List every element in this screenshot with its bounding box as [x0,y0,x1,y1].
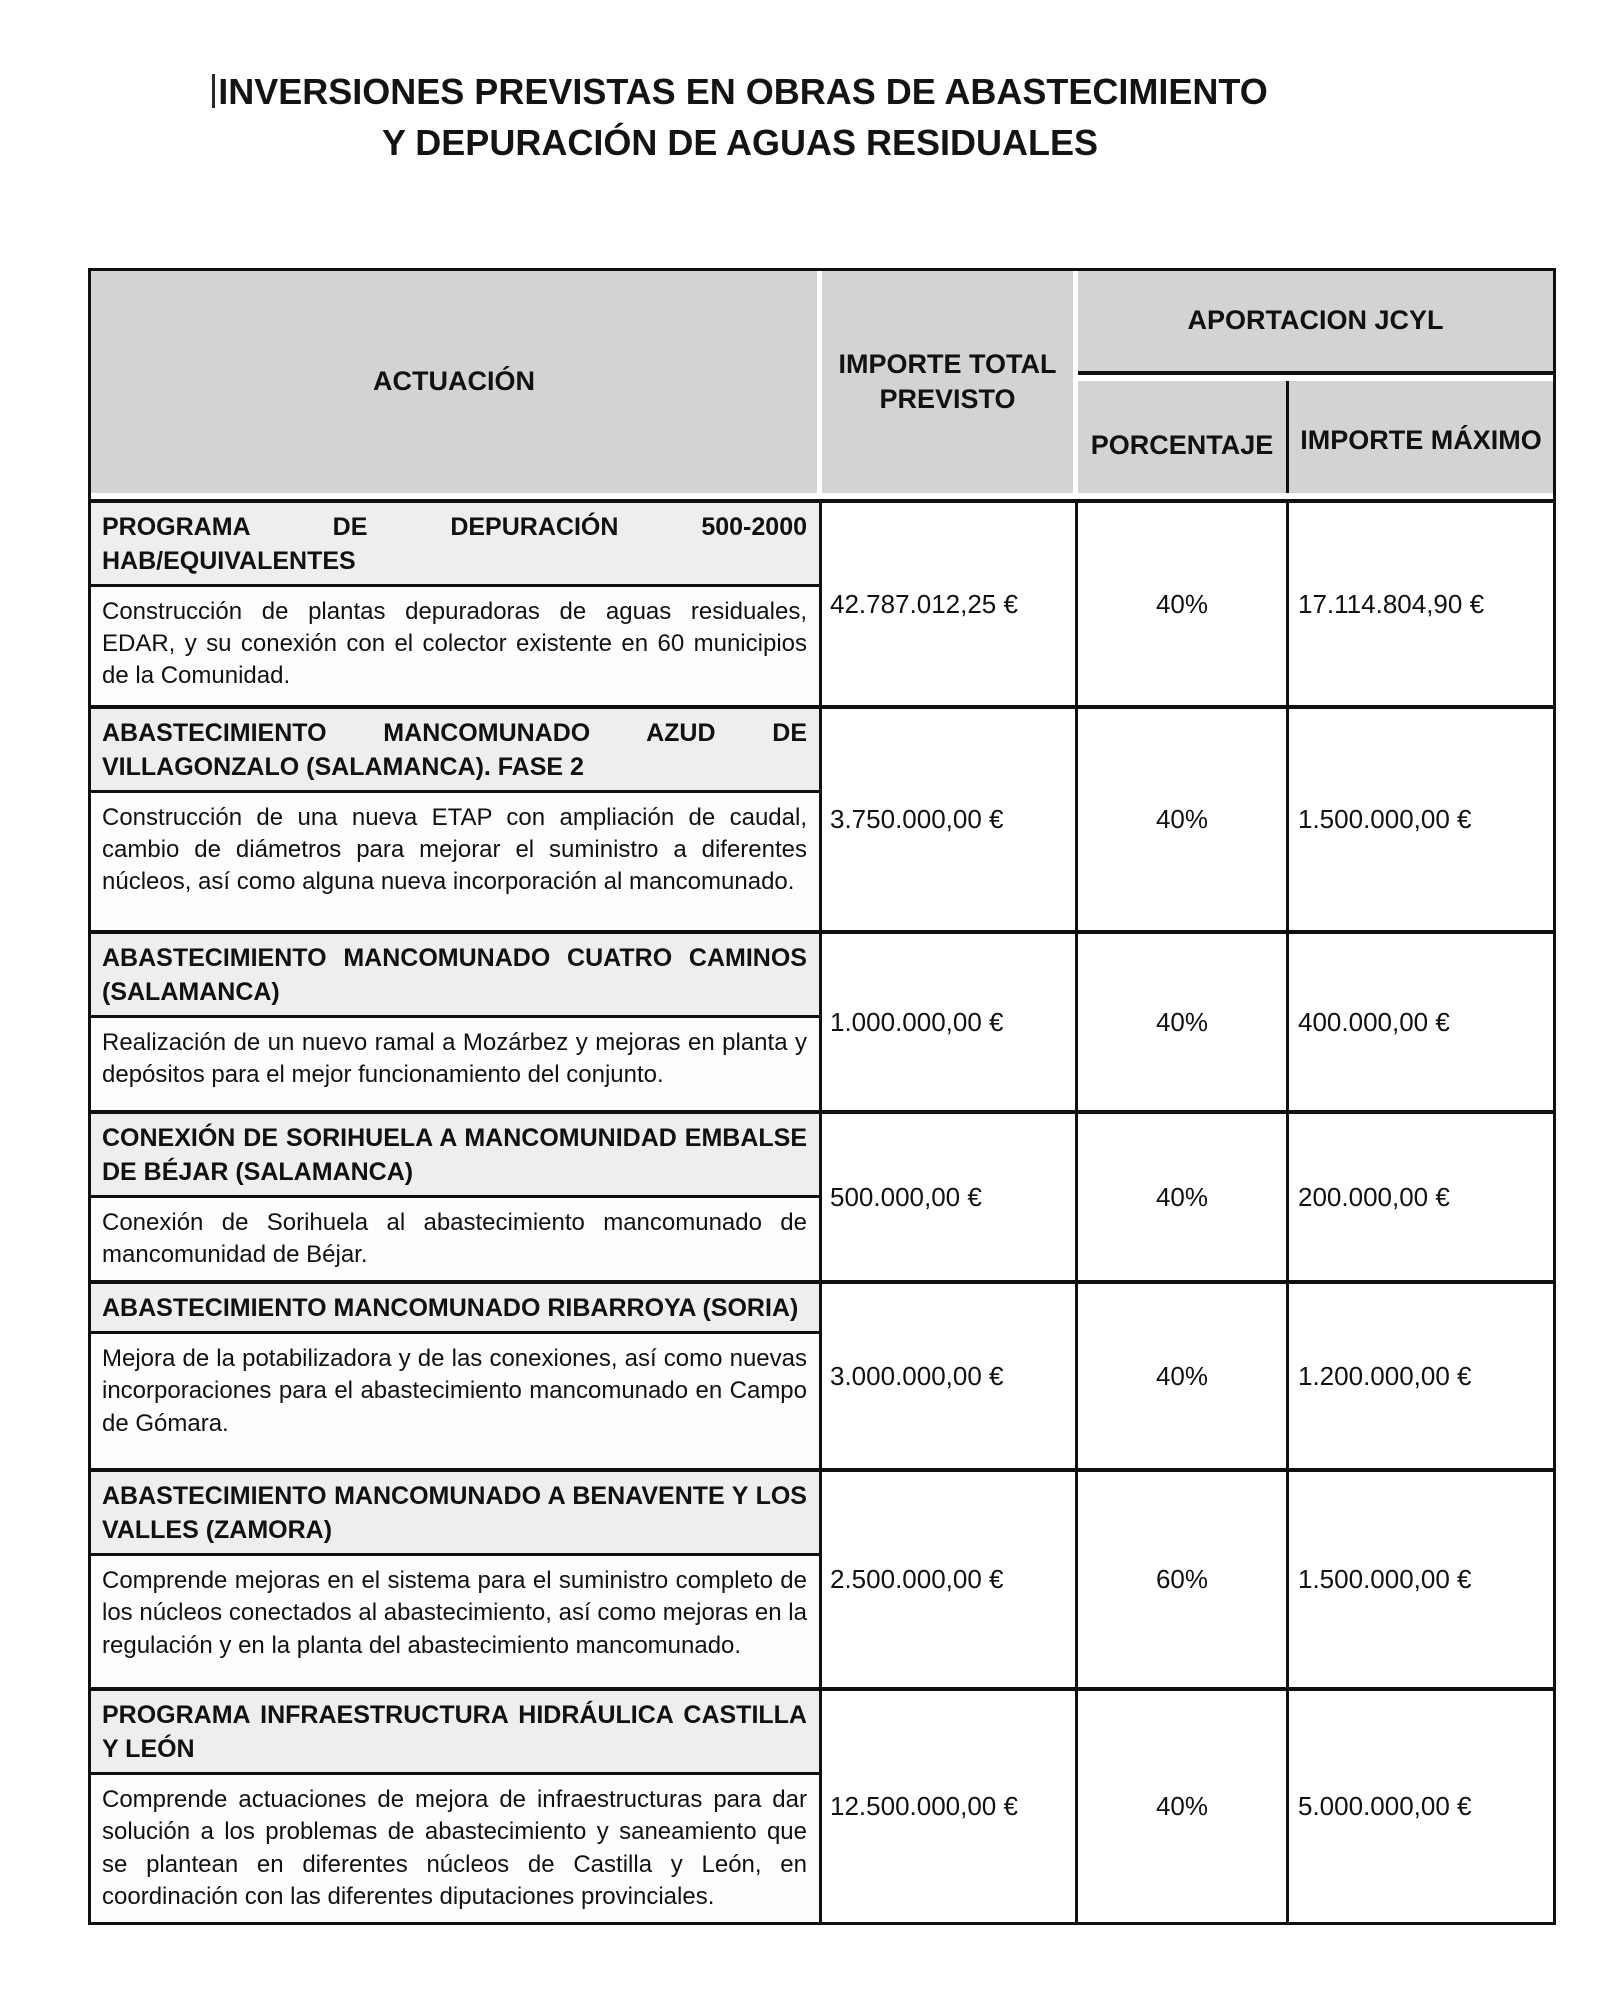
importe-maximo-value: 17.114.804,90 € [1289,503,1553,705]
actuacion-cell [91,1284,822,1468]
table-header [91,271,1553,503]
importe-maximo-value: 400.000,00 € [1289,934,1553,1110]
importe-maximo-value: 1.200.000,00 € [1289,1284,1553,1468]
actuacion-cell [91,934,822,1110]
table-row [91,1687,1553,1922]
porcentaje-value: 40% [1078,1284,1289,1468]
actuacion-cell [91,1114,822,1280]
table-row [91,930,1553,1110]
importe-total-value: 42.787.012,25 € [822,503,1078,705]
cursor-artifact [212,74,215,108]
header-importe-total: IMPORTE TOTAL PREVISTO [822,271,1073,493]
page-title-line2: Y DEPURACIÓN DE AGUAS RESIDUALES [381,122,1099,164]
actuacion-description: Mejora de la potabilizadora y de las conexiones, así como nuevas incorporaciones para el abastecimiento mancomunado en Campo de Gómara. [91,1334,819,1468]
actuacion-title: CONEXIÓN DE SORIHUELA A MANCOMUNIDAD EMBALSE DE BÉJAR (SALAMANCA) [91,1114,819,1198]
actuacion-title: ABASTECIMIENTO MANCOMUNADO CUATRO CAMINOS (SALAMANCA) [91,934,819,1018]
importe-total-value: 12.500.000,00 € [822,1691,1078,1922]
porcentaje-value: 40% [1078,1114,1289,1280]
table-body [91,503,1553,1922]
actuacion-description: Construcción de una nueva ETAP con ampliación de caudal, cambio de diámetros para mejorar el suministro a diferentes núcleos, así como alguna nueva incorporación al mancomunado. [91,793,819,930]
header-aportacion-jcyl: APORTACION JCYL [1078,271,1553,375]
header-porcentaje: PORCENTAJE [1078,381,1289,493]
actuacion-cell [91,1691,822,1922]
table-row [91,1468,1553,1687]
header-actuacion: ACTUACIÓN [91,271,817,493]
page-title-line1: INVERSIONES PREVISTAS EN OBRAS DE ABASTECIMIENTO [218,71,1268,112]
table-row [91,1280,1553,1468]
actuacion-title: PROGRAMA DE DEPURACIÓN 500-2000 HAB/EQUIVALENTES [91,503,819,587]
page-title [90,66,1390,168]
importe-total-value: 2.500.000,00 € [822,1472,1078,1687]
porcentaje-value: 60% [1078,1472,1289,1687]
importe-maximo-value: 1.500.000,00 € [1289,1472,1553,1687]
importe-maximo-value: 1.500.000,00 € [1289,709,1553,930]
importe-total-value: 1.000.000,00 € [822,934,1078,1110]
actuacion-title: PROGRAMA INFRAESTRUCTURA HIDRÁULICA CASTILLA Y LEÓN [91,1691,819,1775]
actuacion-title: ABASTECIMIENTO MANCOMUNADO AZUD DE VILLAGONZALO (SALAMANCA). FASE 2 [91,709,819,793]
actuacion-title: ABASTECIMIENTO MANCOMUNADO A BENAVENTE Y LOS VALLES (ZAMORA) [91,1472,819,1556]
importe-total-value: 500.000,00 € [822,1114,1078,1280]
actuacion-description: Conexión de Sorihuela al abastecimiento mancomunado de mancomunidad de Béjar. [91,1198,819,1280]
header-importe-maximo: IMPORTE MÁXIMO [1289,381,1553,493]
importe-total-value: 3.000.000,00 € [822,1284,1078,1468]
importe-total-value: 3.750.000,00 € [822,709,1078,930]
actuacion-description: Construcción de plantas depuradoras de aguas residuales, EDAR, y su conexión con el colector existente en 60 municipios de la Comunidad. [91,587,819,705]
table-row [91,1110,1553,1280]
importe-maximo-value: 200.000,00 € [1289,1114,1553,1280]
actuacion-description: Comprende mejoras en el sistema para el suministro completo de los núcleos conectados al abastecimiento, así como mejoras en la regulación y en la planta del abastecimiento mancomunado. [91,1556,819,1687]
actuacion-title: ABASTECIMIENTO MANCOMUNADO RIBARROYA (SORIA) [91,1284,819,1334]
porcentaje-value: 40% [1078,709,1289,930]
actuacion-cell [91,709,822,930]
actuacion-description: Realización de un nuevo ramal a Mozárbez y mejoras en planta y depósitos para el mejor funcionamiento del conjunto. [91,1018,819,1110]
porcentaje-value: 40% [1078,934,1289,1110]
porcentaje-value: 40% [1078,1691,1289,1922]
actuacion-cell [91,1472,822,1687]
porcentaje-value: 40% [1078,503,1289,705]
actuacion-description: Comprende actuaciones de mejora de infraestructuras para dar solución a los problemas de abastecimiento y saneamiento que se plantean en diferentes núcleos de Castilla y León, en coordinación con las diferentes diputaciones provinciales. [91,1775,819,1922]
importe-maximo-value: 5.000.000,00 € [1289,1691,1553,1922]
investments-table [88,268,1556,1925]
table-row [91,503,1553,705]
actuacion-cell [91,503,822,705]
table-row [91,705,1553,930]
